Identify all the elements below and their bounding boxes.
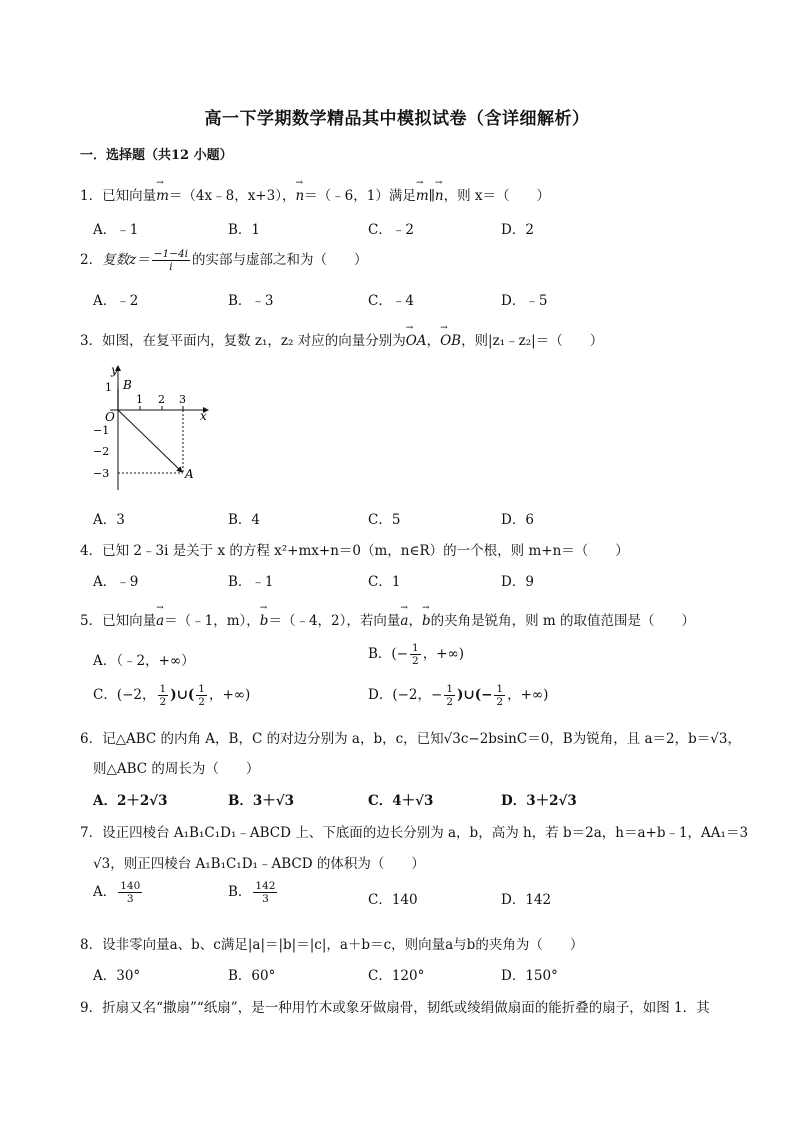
option-a[interactable]: A．3 [93, 512, 125, 528]
axis-label-x: x [200, 409, 207, 423]
question-text: 记△ABC 的内角 A，B，C 的对边分别为 a，b，c，已知√3c−2bsinC＝0，B为锐角，且 a＝2，b＝√3， [102, 731, 741, 747]
fraction [158, 683, 169, 708]
question-7-line-2: √3，则正四棱台 A₁B₁C₁D₁﹣ABCD 的体积为（ ） [93, 856, 425, 872]
question-text: 折扇又名“撒扇”“纸扇”，是一种用竹木或象牙做扇骨，韧纸或绫绢做扇面的能折叠的扇子，如图 1．其 [102, 1000, 710, 1016]
question-text: ，则 x＝（ ） [443, 188, 551, 204]
question-text: 已知向量 [102, 613, 157, 629]
fraction-numerator: 1 [446, 683, 453, 695]
vector-n: → n [435, 188, 444, 204]
vector-m: → m [416, 188, 429, 204]
fraction-numerator: 1 [496, 683, 504, 695]
option-c[interactable]: C．1 [368, 574, 401, 590]
section-heading: 一．选择题（共12 小题） [80, 148, 233, 163]
question-6-line-2: 则△ABC 的周长为（ ） [93, 761, 260, 777]
question-text: 复数z＝ [102, 252, 150, 268]
question-6 [80, 727, 741, 747]
option-d[interactable] [368, 683, 548, 708]
vector-b: → b [422, 613, 431, 629]
option-b[interactable]: B．60° [228, 968, 276, 984]
option-c[interactable]: C．﹣2 [368, 222, 414, 238]
point-b-label: B [123, 378, 132, 392]
fraction-denominator: 2 [198, 696, 205, 708]
option-a[interactable]: A．2＋2√3 [93, 793, 168, 809]
fraction-denominator: 3 [262, 893, 269, 905]
option-a[interactable]: A．30° [93, 968, 141, 984]
question-number: 8． [80, 937, 103, 953]
fraction [118, 880, 142, 905]
option-d[interactable]: D．3＋2√3 [501, 793, 577, 809]
question-number: 7． [80, 825, 103, 841]
option-text: ，+∞) [422, 646, 465, 662]
fraction-denominator: i [169, 261, 173, 273]
question-1 [80, 184, 550, 204]
axis-label-y: y [111, 363, 118, 377]
question-text: 的实部与虚部之和为（ ） [192, 252, 368, 268]
question-number: 6． [80, 731, 103, 747]
vector-b: → b [260, 613, 269, 629]
question-2 [80, 248, 368, 273]
vector-ob: → OB [440, 333, 461, 349]
option-text: A． [93, 884, 117, 900]
fraction-denominator: 3 [126, 893, 134, 905]
fraction-denominator: 2 [412, 655, 419, 667]
fraction [410, 642, 421, 667]
point-a-label: A [185, 467, 194, 481]
question-number: 2． [80, 252, 103, 268]
question-3 [80, 329, 603, 349]
option-d[interactable]: D．6 [501, 512, 534, 528]
option-c[interactable]: C．4＋√3 [368, 793, 434, 809]
x-tick-label: 3 [179, 393, 186, 406]
question-number: 4． [80, 543, 103, 559]
fraction-numerator: 1 [198, 683, 205, 695]
option-d[interactable]: D．142 [501, 892, 552, 908]
vector-m: → m [156, 188, 169, 204]
option-a[interactable]: A．﹣1 [93, 222, 139, 238]
option-text: ，+∞) [208, 687, 251, 703]
question-number: 1． [80, 188, 103, 204]
fraction [494, 683, 505, 708]
option-c[interactable]: C．120° [368, 968, 425, 984]
y-tick-label: −1 [93, 424, 110, 437]
question-7 [80, 821, 748, 841]
question-text: ， [426, 333, 441, 349]
option-d[interactable]: D．9 [501, 574, 534, 590]
option-text: )∪(− [457, 687, 493, 703]
fraction-denominator: 2 [446, 696, 453, 708]
vector-oa-arrow [118, 410, 182, 472]
vector-a: → a [400, 613, 408, 629]
option-text: C．(−2， [93, 687, 156, 703]
option-text: B． [228, 884, 252, 900]
fraction-numerator: −1−4i [153, 248, 189, 260]
fraction-denominator: 2 [496, 696, 504, 708]
question-number: 5． [80, 613, 103, 629]
option-b[interactable]: B．1 [228, 222, 261, 238]
y-tick-label: −2 [93, 445, 110, 458]
fraction [253, 880, 277, 905]
option-c[interactable]: C．﹣4 [368, 293, 414, 309]
question-text: ，则|z₁﹣z₂|＝（ ） [461, 333, 604, 349]
question-text: 已知 2﹣3i 是关于 x 的方程 x²+mx+n＝0（m，n∈R）的一个根，则 m+n＝（ ） [102, 543, 629, 559]
fraction-numerator: 1 [412, 642, 419, 654]
fraction-numerator: 142 [255, 880, 276, 892]
option-text: D．(−2，− [368, 687, 443, 703]
option-a[interactable]: A．（﹣2，+∞） [93, 653, 195, 669]
fraction-numerator: 140 [120, 880, 141, 892]
x-tick-label: 1 [136, 393, 143, 406]
question-number: 3． [80, 333, 103, 349]
option-text: ，+∞) [507, 687, 549, 703]
y-tick-label: 1 [105, 381, 112, 394]
fraction [196, 683, 207, 708]
question-text: ∥ [428, 188, 435, 204]
option-b[interactable]: B．﹣3 [228, 293, 274, 309]
option-a[interactable]: A．﹣2 [93, 293, 139, 309]
origin-label: O [105, 410, 115, 424]
question-text: ＝（﹣6，1）满足 [304, 188, 416, 204]
option-c[interactable]: C．5 [368, 512, 401, 528]
question-text: 如图，在复平面内，复数 z₁，z₂ 对应的向量分别为 [102, 333, 406, 349]
question-text: ＝（﹣4，2），若向量 [268, 613, 401, 629]
option-c[interactable] [93, 683, 250, 708]
option-a[interactable]: A．﹣9 [93, 574, 139, 590]
option-c[interactable]: C．140 [368, 892, 418, 908]
option-b[interactable] [228, 880, 279, 905]
question-text: 设非零向量a、b、c满足|a|＝|b|＝|c|，a＋b＝c，则向量a与b的夹角为（ ） [102, 937, 584, 953]
question-4 [80, 539, 629, 559]
question-number: 9． [80, 1000, 103, 1016]
option-text: B．(− [368, 646, 408, 662]
option-b[interactable]: B．4 [228, 512, 261, 528]
question-text: 的夹角是锐角，则 m 的取值范围是（ ） [430, 613, 695, 629]
vector-a: → a [156, 613, 164, 629]
question-5 [80, 609, 695, 629]
question-text: ＝（﹣1，m）， [164, 613, 260, 629]
option-d[interactable]: D．﹣5 [501, 293, 548, 309]
complex-plane-figure [90, 362, 220, 492]
fraction-denominator: 2 [159, 696, 167, 708]
question-text: ， [408, 613, 422, 629]
page-title: 高一下学期数学精品其中模拟试卷（含详细解析） [204, 109, 590, 129]
option-b[interactable] [368, 642, 464, 667]
fraction [152, 248, 190, 273]
question-text: 设正四棱台 A₁B₁C₁D₁﹣ABCD 上、下底面的边长分别为 a，b，高为 h，若 b＝2a，h＝a+b﹣1，AA₁＝3 [102, 825, 749, 841]
option-b[interactable]: B．﹣1 [228, 574, 274, 590]
question-8 [80, 933, 583, 953]
option-b[interactable]: B．3＋√3 [228, 793, 295, 809]
question-9 [80, 996, 710, 1016]
fraction [444, 683, 455, 708]
vector-n: → n [295, 188, 304, 204]
option-text: )∪( [170, 687, 195, 703]
x-tick-label: 2 [158, 393, 165, 406]
vector-oa: → OA [406, 333, 427, 349]
option-d[interactable]: D．150° [501, 968, 558, 984]
fraction-numerator: 1 [159, 683, 167, 695]
option-a[interactable] [93, 880, 144, 905]
question-text: 已知向量 [102, 188, 157, 204]
question-text: ＝（4x﹣8，x+3）， [168, 188, 296, 204]
y-tick-label: −3 [93, 467, 110, 480]
option-d[interactable]: D．2 [501, 222, 534, 238]
